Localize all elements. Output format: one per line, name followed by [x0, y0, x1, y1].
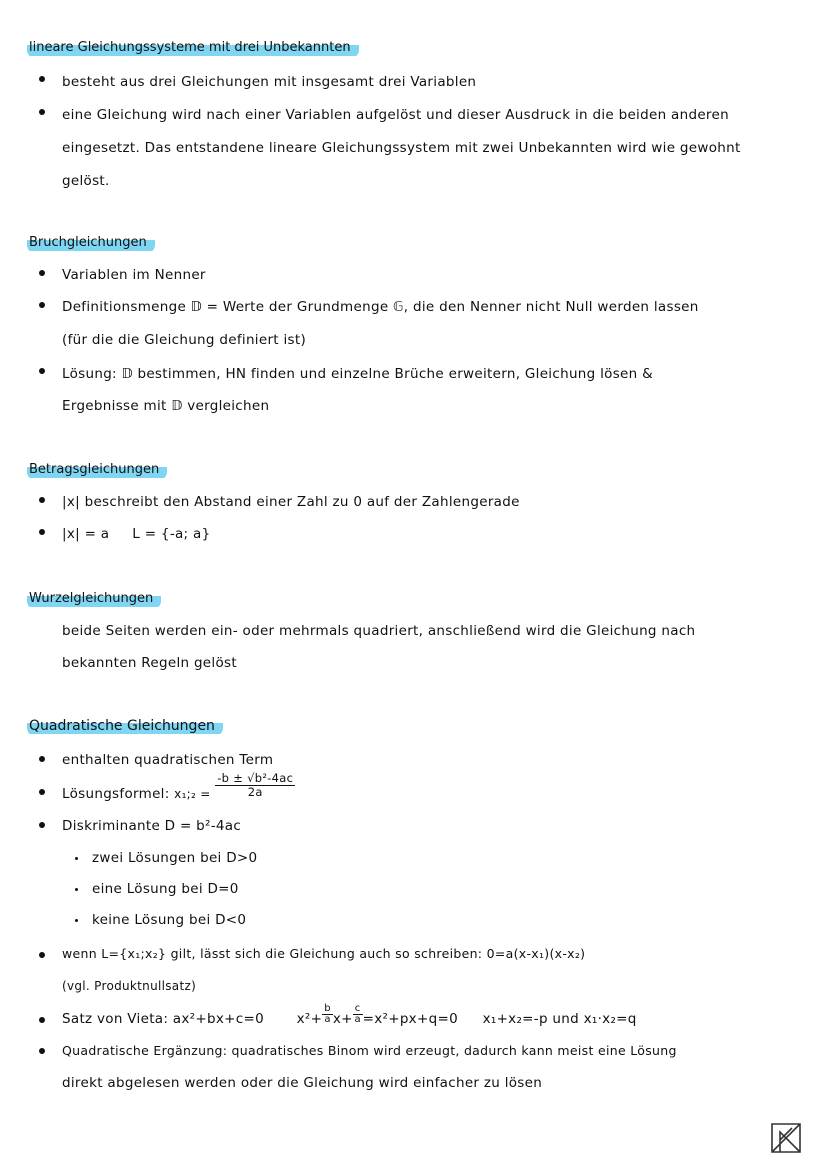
- bullet: [39, 109, 45, 115]
- note-line: bekannten Regeln gelöst: [62, 655, 237, 671]
- note-line: (für die die Gleichung definiert ist): [62, 332, 307, 348]
- section-heading-quadratisch: Quadratische Gleichungen: [27, 716, 223, 736]
- vieta-term: x+: [332, 1011, 353, 1027]
- section-heading-lgs: lineare Gleichungssysteme mit drei Unbekannten: [27, 38, 359, 58]
- note-line: gelöst.: [62, 173, 110, 189]
- fraction-numerator: b: [324, 1002, 331, 1014]
- note-line: direkt abgelesen werden oder die Gleichung wird einfacher zu lösen: [62, 1075, 543, 1091]
- note-line: Definitionsmenge 𝔻 = Werte der Grundmenge 𝔾, die den Nenner nicht Null werden lassen: [62, 299, 699, 315]
- formula-label: Lösungsformel:: [62, 786, 170, 802]
- bullet: [39, 497, 45, 503]
- fraction-denominator: a: [324, 1013, 331, 1025]
- sub-bullet: [75, 857, 78, 860]
- bullet: [39, 952, 45, 958]
- bullet: [39, 302, 45, 308]
- vieta-term: x²+: [296, 1011, 323, 1027]
- bullet: [39, 1048, 45, 1054]
- note-line: wenn L={x₁;x₂} gilt, lässt sich die Gleichung auch so schreiben: 0=a(x-x₁)(x-x₂): [62, 946, 586, 961]
- fraction-denominator: 2a: [247, 784, 263, 799]
- bullet: [39, 529, 45, 535]
- bullet: [39, 368, 45, 374]
- bullet: [39, 1017, 45, 1023]
- section-heading-betrag: Betragsgleichungen: [27, 460, 167, 480]
- fraction-denominator: a: [354, 1013, 361, 1025]
- note-line: zwei Lösungen bei D>0: [92, 850, 258, 866]
- bullet: [39, 756, 45, 762]
- vieta-label: Satz von Vieta: ax²+bx+c=0: [62, 1011, 264, 1027]
- note-line: Variablen im Nenner: [62, 267, 206, 283]
- note-line: |x| beschreibt den Abstand einer Zahl zu 0 auf der Zahlengerade: [62, 494, 520, 510]
- vieta-result: x₁+x₂=-p und x₁·x₂=q: [482, 1011, 637, 1027]
- note-line: |x| = a L = {-a; a}: [62, 526, 211, 542]
- formula-line: [62, 770, 295, 804]
- note-line: beide Seiten werden ein- oder mehrmals quadriert, anschließend wird die Gleichung nach: [62, 623, 696, 639]
- bullet: [39, 822, 45, 828]
- section-heading-bruch: Bruchgleichungen: [27, 233, 155, 253]
- sub-bullet: [75, 888, 78, 891]
- fraction-numerator: -b ± √b²-4ac: [217, 770, 294, 785]
- note-line: Ergebnisse mit 𝔻 vergleichen: [62, 398, 270, 414]
- quadratic-formula-fraction: [215, 772, 295, 799]
- fraction-numerator: c: [354, 1002, 361, 1014]
- note-line: (vgl. Produktnullsatz): [62, 979, 197, 993]
- note-line: eingesetzt. Das entstandene lineare Gleichungssystem mit zwei Unbekannten wird wie gewohnt: [62, 140, 741, 156]
- note-line: eine Lösung bei D=0: [92, 881, 239, 897]
- section-heading-wurzel: Wurzelgleichungen: [27, 589, 161, 609]
- formula-lhs: x₁;₂ =: [174, 787, 211, 801]
- vieta-term: =x²+px+q=0: [362, 1011, 458, 1027]
- note-line: besteht aus drei Gleichungen mit insgesamt drei Variablen: [62, 74, 477, 90]
- note-line: Lösung: 𝔻 bestimmen, HN finden und einzelne Brüche erweitern, Gleichung lösen &: [62, 366, 653, 382]
- sub-bullet: [75, 919, 78, 922]
- note-line: Quadratische Ergänzung: quadratisches Binom wird erzeugt, dadurch kann meist eine Lösung: [62, 1043, 677, 1058]
- bullet: [39, 789, 45, 795]
- note-line: keine Lösung bei D<0: [92, 912, 247, 928]
- bullet: [39, 270, 45, 276]
- note-line: Diskriminante D = b²-4ac: [62, 818, 242, 834]
- bullet: [39, 76, 45, 82]
- knowunity-logo-icon: [770, 1122, 802, 1154]
- vieta-line: [62, 1002, 637, 1029]
- note-line: eine Gleichung wird nach einer Variablen aufgelöst und dieser Ausdruck in die beiden anderen: [62, 107, 729, 123]
- note-line: enthalten quadratischen Term: [62, 752, 274, 768]
